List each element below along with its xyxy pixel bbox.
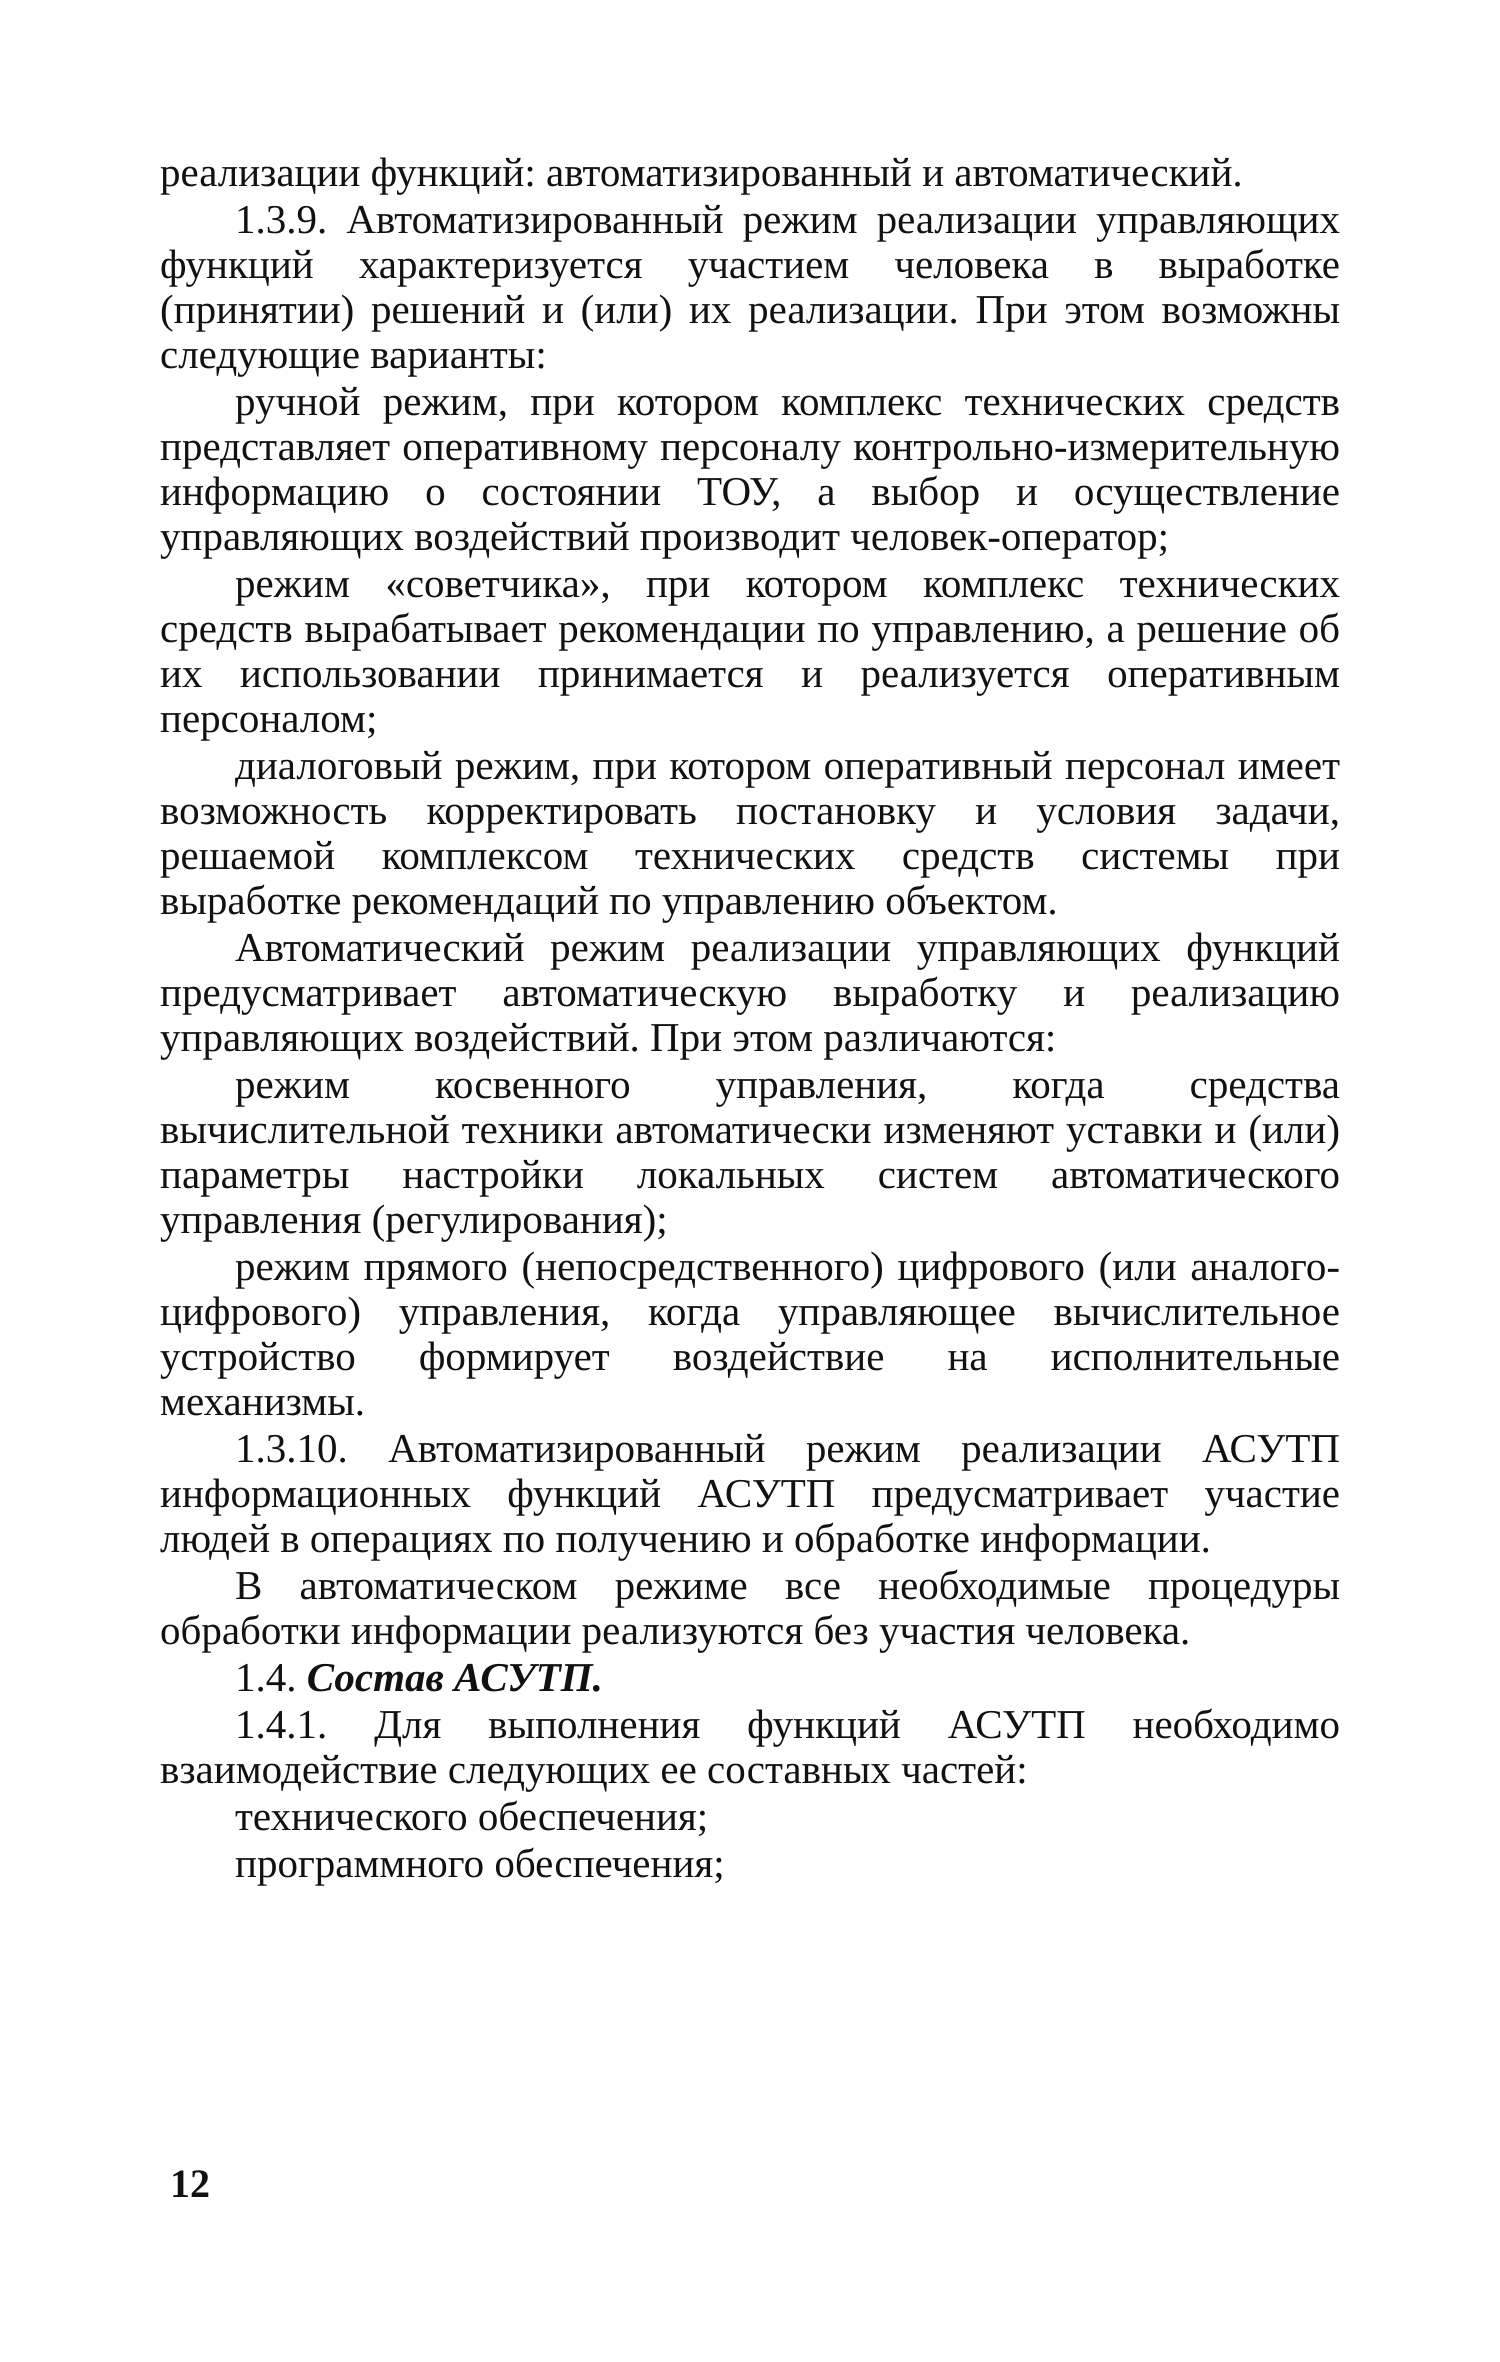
list-item-technical: технического обеспечения; (235, 1793, 709, 1839)
paragraph-continuation: реализации функций: автоматизированный и автоматический. (160, 149, 1243, 195)
paragraph-automatic-mode: Автоматический режим реализации управляющих функций предусматривает автоматическую выработку и реализацию управляющих воздействий. При этом различаются: (160, 924, 1340, 1060)
section-title: Состав АСУТП. (306, 1654, 603, 1700)
paragraph-1-3-9: 1.3.9. Автоматизированный режим реализации управляющих функций характеризуется участием человека в выработке (принятии) решений и (или) их реализации. При этом возможны следующие варианты: (160, 196, 1340, 377)
document-page (160, 150, 1340, 1886)
paragraph-automatic-info: В автоматическом режиме все необходимые процедуры обработки информации реализуются без участия человека. (160, 1562, 1340, 1653)
list-item-software: программного обеспечения; (235, 1840, 725, 1886)
paragraph-advisor-mode: режим «советчика», при котором комплекс технических средств вырабатывает рекомендации по управлению, а решение об их использовании принимается и реализуется оперативным персоналом; (160, 560, 1340, 741)
section-number: 1.4. (235, 1654, 297, 1700)
section-heading-1-4 (160, 1655, 1340, 1700)
paragraph-1-4-1: 1.4.1. Для выполнения функций АСУТП необходимо взаимодействие следующих ее составных частей: (160, 1701, 1340, 1792)
paragraph-indirect-control: режим косвенного управления, когда средства вычислительной техники автоматически изменяют уставки и (или) параметры настройки локальных систем автоматического управления (регулирования); (160, 1061, 1340, 1242)
paragraph-manual-mode: ручной режим, при котором комплекс технических средств представляет оперативному персоналу контрольно-измерительную информацию о состоянии ТОУ, а выбор и осуществление управляющих воздействий производит человек-оператор; (160, 378, 1340, 559)
paragraph-dialog-mode: диалоговый режим, при котором оперативный персонал имеет возможность корректировать постановку и условия задачи, решаемой комплексом технических средств системы при выработке рекомендаций по управлению объектом. (160, 742, 1340, 923)
paragraph-1-3-10: 1.3.10. Автоматизированный режим реализации АСУТП информационных функций АСУТП предусматривает участие людей в операциях по получению и обработке информации. (160, 1425, 1340, 1561)
paragraph-direct-control: режим прямого (непосредственного) цифрового (или аналого-цифрового) управления, когда управляющее вычислительное устройство формирует воздействие на исполнительные механизмы. (160, 1243, 1340, 1424)
page-number: 12 (170, 2161, 210, 2206)
